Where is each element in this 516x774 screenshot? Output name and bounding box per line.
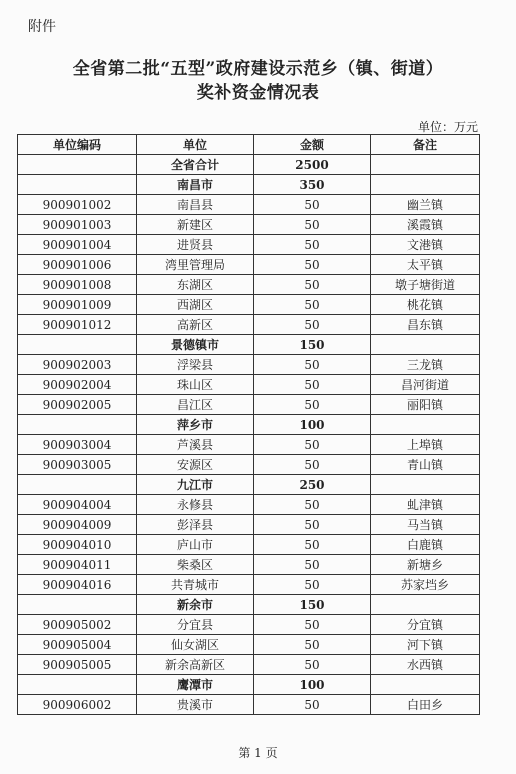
table-row — [18, 575, 480, 595]
unit-name-cell: 昌江区 — [137, 395, 254, 415]
header-unit: 单位 — [137, 135, 254, 155]
unit-code-cell — [18, 675, 137, 695]
note-cell: 水西镇 — [371, 655, 480, 675]
unit-code-cell — [18, 335, 137, 355]
note-cell: 分宜镇 — [371, 615, 480, 635]
table-row — [18, 435, 480, 455]
table-row — [18, 235, 480, 255]
amount-cell: 50 — [254, 435, 371, 455]
note-cell — [371, 675, 480, 695]
unit-code-cell: 900901006 — [18, 255, 137, 275]
note-cell: 白田乡 — [371, 695, 480, 715]
header-unit-code: 单位编码 — [18, 135, 137, 155]
table-subtotal-row — [18, 595, 480, 615]
table-row — [18, 655, 480, 675]
header-note: 备注 — [371, 135, 480, 155]
amount-cell: 250 — [254, 475, 371, 495]
note-cell — [371, 415, 480, 435]
amount-cell: 350 — [254, 175, 371, 195]
unit-name-cell: 高新区 — [137, 315, 254, 335]
note-cell — [371, 335, 480, 355]
table-subtotal-row — [18, 475, 480, 495]
amount-cell: 50 — [254, 575, 371, 595]
unit-code-cell: 900904009 — [18, 515, 137, 535]
note-cell: 昌东镇 — [371, 315, 480, 335]
unit-name-cell: 柴桑区 — [137, 555, 254, 575]
amount-cell: 50 — [254, 615, 371, 635]
amount-cell: 50 — [254, 395, 371, 415]
unit-name-cell: 彭泽县 — [137, 515, 254, 535]
unit-name-cell: 景德镇市 — [137, 335, 254, 355]
table-row — [18, 495, 480, 515]
amount-cell: 50 — [254, 235, 371, 255]
unit-name-cell: 鹰潭市 — [137, 675, 254, 695]
unit-code-cell: 900904016 — [18, 575, 137, 595]
table-row — [18, 555, 480, 575]
unit-name-cell: 新余市 — [137, 595, 254, 615]
unit-code-cell: 900902005 — [18, 395, 137, 415]
note-cell: 桃花镇 — [371, 295, 480, 315]
unit-name-cell: 仙女湖区 — [137, 635, 254, 655]
unit-name-cell: 萍乡市 — [137, 415, 254, 435]
unit-code-cell — [18, 175, 137, 195]
unit-name-cell: 进贤县 — [137, 235, 254, 255]
amount-cell: 150 — [254, 595, 371, 615]
table-row — [18, 195, 480, 215]
unit-name-cell: 芦溪县 — [137, 435, 254, 455]
note-cell: 白鹿镇 — [371, 535, 480, 555]
unit-code-cell — [18, 475, 137, 495]
unit-name-cell: 共青城市 — [137, 575, 254, 595]
unit-name-cell: 新建区 — [137, 215, 254, 235]
table-subtotal-row — [18, 155, 480, 175]
amount-cell: 50 — [254, 555, 371, 575]
amount-cell: 50 — [254, 275, 371, 295]
unit-code-cell: 900903005 — [18, 455, 137, 475]
unit-name-cell: 东湖区 — [137, 275, 254, 295]
amount-cell: 50 — [254, 315, 371, 335]
unit-code-cell — [18, 155, 137, 175]
unit-name-cell: 庐山市 — [137, 535, 254, 555]
unit-name-cell: 西湖区 — [137, 295, 254, 315]
table-subtotal-row — [18, 675, 480, 695]
note-cell: 丽阳镇 — [371, 395, 480, 415]
note-cell: 墩子塘街道 — [371, 275, 480, 295]
amount-cell: 50 — [254, 495, 371, 515]
unit-name-cell: 南昌县 — [137, 195, 254, 215]
unit-name-cell: 南昌市 — [137, 175, 254, 195]
table-row — [18, 635, 480, 655]
note-cell: 苏家垱乡 — [371, 575, 480, 595]
unit-code-cell: 900901009 — [18, 295, 137, 315]
amount-cell: 50 — [254, 535, 371, 555]
unit-name-cell: 分宜县 — [137, 615, 254, 635]
table-subtotal-row — [18, 415, 480, 435]
unit-code-cell: 900902004 — [18, 375, 137, 395]
amount-cell: 100 — [254, 415, 371, 435]
attachment-label: 附件 — [28, 19, 56, 35]
unit-code-cell: 900906002 — [18, 695, 137, 715]
unit-code-cell — [18, 415, 137, 435]
unit-code-cell: 900901008 — [18, 275, 137, 295]
amount-cell: 50 — [254, 295, 371, 315]
table-row — [18, 295, 480, 315]
unit-name-cell: 新余高新区 — [137, 655, 254, 675]
unit-code-cell: 900905002 — [18, 615, 137, 635]
note-cell — [371, 155, 480, 175]
table-row — [18, 515, 480, 535]
unit-code-cell: 900902003 — [18, 355, 137, 375]
unit-name-cell: 珠山区 — [137, 375, 254, 395]
note-cell: 新塘乡 — [371, 555, 480, 575]
table-row — [18, 695, 480, 715]
table-subtotal-row — [18, 175, 480, 195]
table-header-row — [18, 135, 480, 155]
unit-code-cell: 900904004 — [18, 495, 137, 515]
note-cell: 溪霞镇 — [371, 215, 480, 235]
amount-cell: 50 — [254, 515, 371, 535]
note-cell: 三龙镇 — [371, 355, 480, 375]
table-row — [18, 315, 480, 335]
unit-note: 单位：万元 — [417, 120, 478, 134]
unit-code-cell: 900903004 — [18, 435, 137, 455]
unit-code-cell: 900901004 — [18, 235, 137, 255]
note-cell: 昌河街道 — [371, 375, 480, 395]
unit-name-cell: 贵溪市 — [137, 695, 254, 715]
document-title-line1: 全省第二批“五型”政府建设示范乡（镇、街道） — [72, 59, 444, 79]
note-cell: 河下镇 — [371, 635, 480, 655]
table-row — [18, 615, 480, 635]
unit-code-cell: 900905004 — [18, 635, 137, 655]
amount-cell: 50 — [254, 695, 371, 715]
note-cell — [371, 175, 480, 195]
unit-code-cell: 900904010 — [18, 535, 137, 555]
unit-name-cell: 浮梁县 — [137, 355, 254, 375]
amount-cell: 150 — [254, 335, 371, 355]
unit-code-cell: 900904011 — [18, 555, 137, 575]
unit-code-cell: 900901002 — [18, 195, 137, 215]
header-amount: 金额 — [254, 135, 371, 155]
funding-table — [17, 134, 480, 715]
note-cell — [371, 595, 480, 615]
amount-cell: 50 — [254, 195, 371, 215]
amount-cell: 50 — [254, 375, 371, 395]
amount-cell: 50 — [254, 355, 371, 375]
table-body — [18, 155, 480, 715]
table-row — [18, 215, 480, 235]
page-number: 第 1 页 — [238, 746, 278, 760]
amount-cell: 50 — [254, 655, 371, 675]
document-title-line2: 奖补资金情况表 — [196, 83, 320, 103]
amount-cell: 50 — [254, 255, 371, 275]
unit-name-cell: 湾里管理局 — [137, 255, 254, 275]
table-row — [18, 375, 480, 395]
amount-cell: 50 — [254, 635, 371, 655]
note-cell: 虬津镇 — [371, 495, 480, 515]
unit-code-cell — [18, 595, 137, 615]
unit-code-cell: 900901003 — [18, 215, 137, 235]
amount-cell: 50 — [254, 215, 371, 235]
note-cell: 上埠镇 — [371, 435, 480, 455]
table-row — [18, 455, 480, 475]
unit-code-cell: 900901012 — [18, 315, 137, 335]
note-cell: 青山镇 — [371, 455, 480, 475]
unit-name-cell: 九江市 — [137, 475, 254, 495]
note-cell: 文港镇 — [371, 235, 480, 255]
unit-name-cell: 全省合计 — [137, 155, 254, 175]
note-cell: 马当镇 — [371, 515, 480, 535]
amount-cell: 50 — [254, 455, 371, 475]
table-row — [18, 395, 480, 415]
table-row — [18, 355, 480, 375]
unit-code-cell: 900905005 — [18, 655, 137, 675]
unit-name-cell: 永修县 — [137, 495, 254, 515]
amount-cell: 100 — [254, 675, 371, 695]
note-cell: 幽兰镇 — [371, 195, 480, 215]
note-cell: 太平镇 — [371, 255, 480, 275]
amount-cell: 2500 — [254, 155, 371, 175]
table-subtotal-row — [18, 335, 480, 355]
note-cell — [371, 475, 480, 495]
table-row — [18, 275, 480, 295]
table-row — [18, 535, 480, 555]
table-row — [18, 255, 480, 275]
unit-name-cell: 安源区 — [137, 455, 254, 475]
